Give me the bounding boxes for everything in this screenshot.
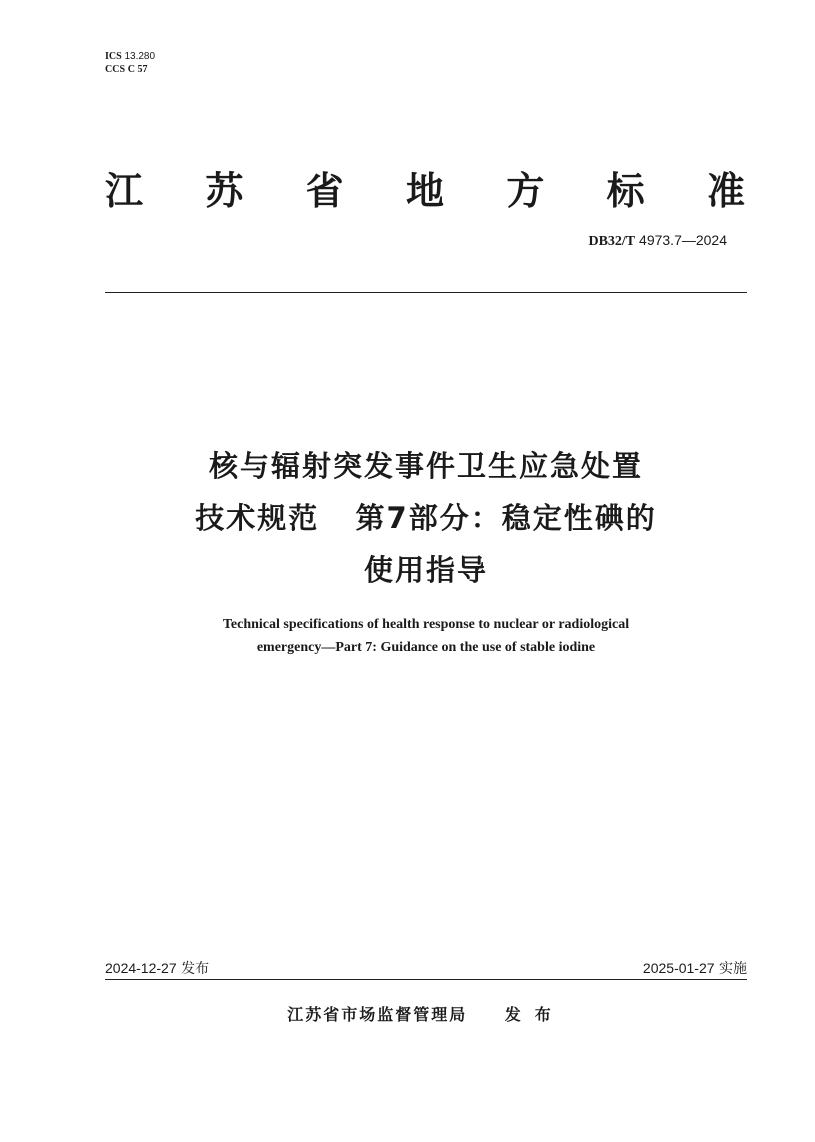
ics-line (105, 50, 155, 63)
english-title-line: emergency—Part 7: Guidance on the use of stable iodine (256, 640, 596, 655)
title-char: 准 (706, 169, 745, 213)
title-char: 苏 (205, 169, 244, 213)
top-divider (105, 292, 747, 293)
effective-date: 2025-01-27 (642, 960, 715, 976)
title-char: 省 (305, 169, 344, 213)
chinese-title-line: 技术规范 第7部分：稳定性碘的 (195, 501, 657, 535)
ics-label: ICS (105, 51, 122, 62)
standard-prefix: DB32/T (588, 234, 636, 249)
ccs-value: C 57 (127, 64, 148, 75)
title-char: 方 (506, 169, 545, 213)
classification-block (105, 50, 155, 76)
english-title-line: Technical specifications of health response to nuclear or radiological (222, 617, 630, 632)
dates-row (105, 958, 747, 978)
effective-date-block (643, 958, 747, 978)
ccs-label: CCS (105, 64, 126, 75)
publisher-name: 江苏省市场监督管理局 (287, 1005, 468, 1024)
standard-number (588, 232, 727, 250)
ccs-line (105, 63, 155, 76)
chinese-title-line: 使用指导 (363, 553, 488, 587)
english-title (105, 613, 747, 659)
title-char: 标 (606, 169, 645, 213)
title-char: 地 (405, 169, 444, 213)
publisher-line (105, 1002, 747, 1025)
chinese-title-line: 核与辐射突发事件卫生应急处置 (208, 449, 643, 483)
bottom-divider (105, 979, 747, 980)
title-char: 江 (105, 169, 144, 213)
publish-date: 2024-12-27 (105, 960, 177, 976)
chinese-title (105, 440, 747, 596)
ics-value: 13.280 (124, 51, 156, 62)
effective-label: 实施 (719, 961, 747, 977)
publish-date-block (105, 958, 209, 978)
publish-label: 发布 (181, 961, 210, 977)
standard-code: 4973.7—2024 (639, 232, 727, 248)
publisher-release-label: 发布 (504, 1005, 565, 1024)
standard-category-title (105, 160, 745, 215)
